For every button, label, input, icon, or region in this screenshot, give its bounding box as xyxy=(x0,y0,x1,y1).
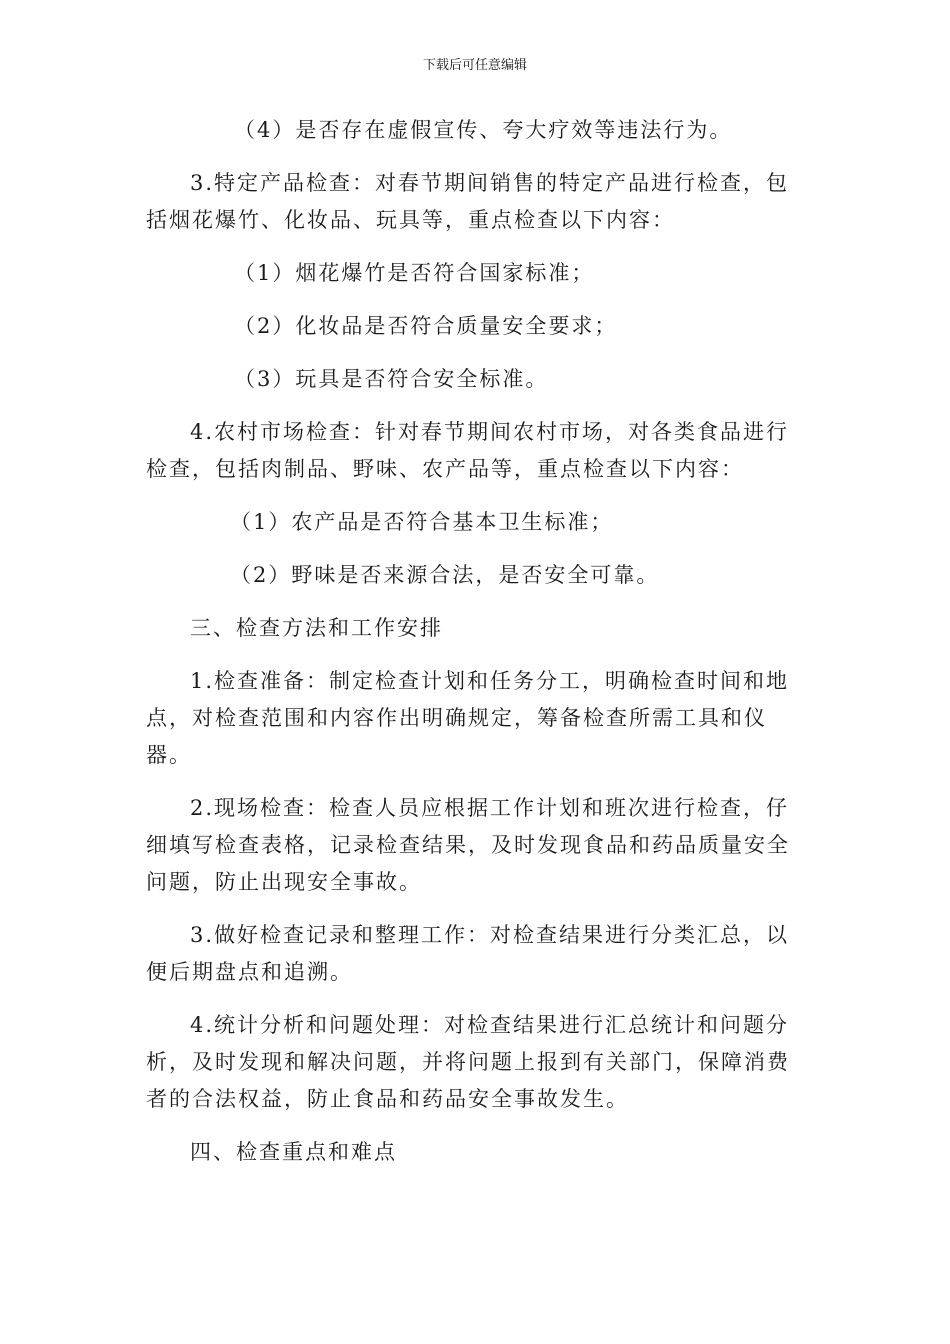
document-body xyxy=(146,112,806,1187)
paragraph-inspection-preparation: 1.检查准备：制定检查计划和任务分工，明确检查时间和地点，对检查范围和内容作出明确规定，筹备检查所需工具和仪器。 xyxy=(146,669,790,767)
paragraph-toys-safety: （3）玩具是否符合安全标准。 xyxy=(234,367,549,391)
paragraph-agricultural-hygiene: （1）农产品是否符合基本卫生标准； xyxy=(230,510,614,534)
paragraph-game-meat-source: （2）野味是否来源合法，是否安全可靠。 xyxy=(230,563,660,587)
paragraph-cosmetics-safety: （2）化妆品是否符合质量安全要求； xyxy=(234,314,618,338)
page-header: 下载后可任意编辑 xyxy=(422,58,527,73)
paragraph-onsite-inspection: 2.现场检查：检查人员应根据工作计划和班次进行检查，仔细填写检查表格，记录检查结果，及时发现食品和药品质量安全问题，防止出现安全事故。 xyxy=(146,796,790,894)
paragraph-fireworks-standard: （1）烟花爆竹是否符合国家标准； xyxy=(234,261,595,285)
section-heading-methods: 三、检查方法和工作安排 xyxy=(190,616,443,640)
paragraph-records-organization: 3.做好检查记录和整理工作：对检查结果进行分类汇总，以便后期盘点和追溯。 xyxy=(146,923,790,984)
section-heading-key-points: 四、检查重点和难点 xyxy=(190,1140,397,1164)
paragraph-specific-product-inspection: 3.特定产品检查：对春节期间销售的特定产品进行检查，包括烟花爆竹、化妆品、玩具等，重点检查以下内容： xyxy=(146,171,790,232)
paragraph-rural-market-inspection: 4.农村市场检查：针对春节期间农村市场，对各类食品进行检查，包括肉制品、野味、农产品等，重点检查以下内容： xyxy=(146,420,790,481)
paragraph-statistics-analysis: 4.统计分析和问题处理：对检查结果进行汇总统计和问题分析，及时发现和解决问题，并将问题上报到有关部门，保障消费者的合法权益，防止食品和药品安全事故发生。 xyxy=(146,1013,790,1111)
paragraph-item-4-false-advertising: （4）是否存在虚假宣传、夸大疗效等违法行为。 xyxy=(234,118,733,142)
